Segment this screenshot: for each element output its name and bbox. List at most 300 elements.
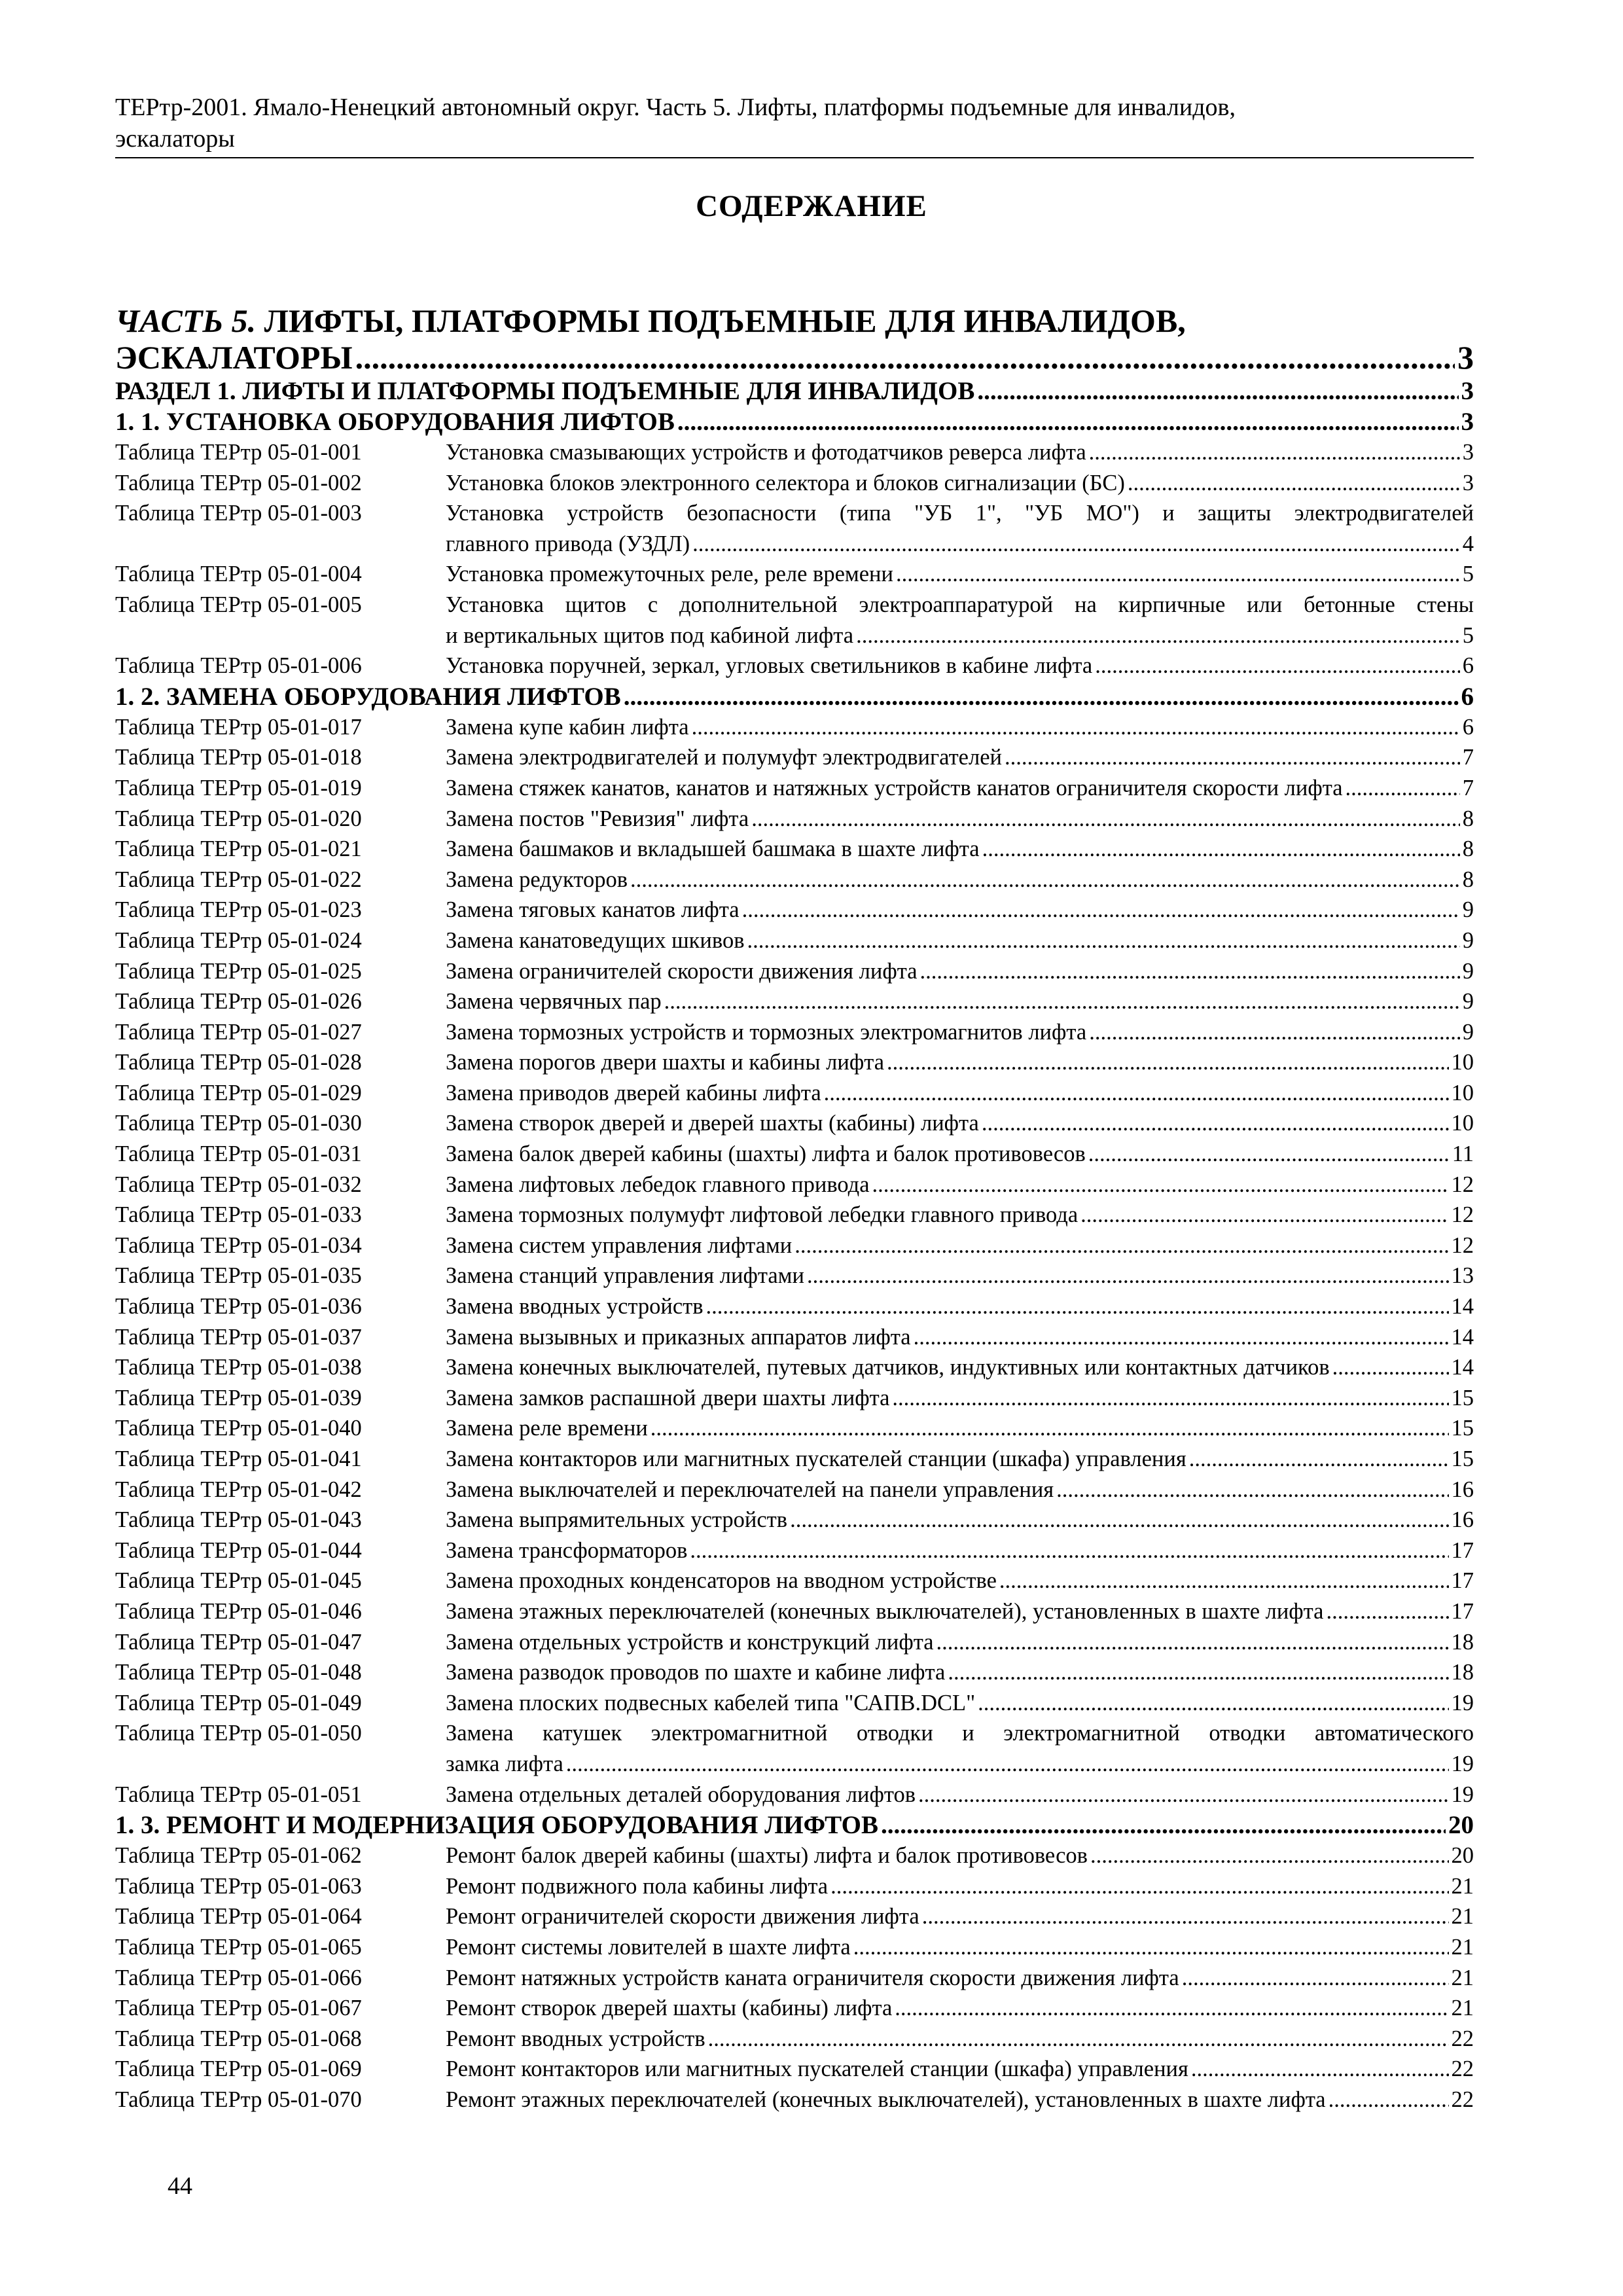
entry-body (446, 651, 1474, 681)
toc-entry (115, 712, 1474, 743)
entry-text: Замена купе кабин лифта (446, 714, 689, 740)
table-label: Таблица ТЕРтр 05-01-042 (115, 1477, 362, 1502)
entry-text: Ремонт вводных устройств (446, 2026, 705, 2051)
dot-leader (1056, 1475, 1448, 1505)
page-ref: 21 (1451, 1996, 1474, 2021)
table-label: Таблица ТЕРтр 05-01-050 (115, 1721, 362, 1746)
entry-line (446, 1780, 1474, 1810)
dot-leader (982, 1108, 1449, 1139)
entry-text: Замена конечных выключателей, путевых датчиков, индуктивных или контактных датчиков (446, 1355, 1330, 1380)
toc-entry (115, 834, 1474, 865)
entry-body (446, 1718, 1474, 1779)
table-label: Таблица ТЕРтр 05-01-035 (115, 1263, 362, 1289)
table-label: Таблица ТЕРтр 05-01-018 (115, 745, 362, 770)
entry-text: Ремонт подвижного пола кабины лифта (446, 1873, 829, 1899)
table-label: Таблица ТЕРтр 05-01-029 (115, 1080, 362, 1105)
toc-entry (115, 2085, 1474, 2115)
page-ref: 9 (1462, 1019, 1474, 1045)
entry-line (446, 651, 1474, 681)
page-ref: 19 (1451, 1751, 1474, 1776)
dot-leader (794, 1230, 1448, 1261)
entry-line (446, 1932, 1474, 1963)
entry-body (446, 1078, 1474, 1109)
entry-body (446, 1291, 1474, 1322)
dot-leader (692, 529, 1460, 560)
page-ref: 22 (1451, 2056, 1474, 2082)
toc-entry (115, 651, 1474, 681)
entry-line (446, 804, 1474, 834)
table-label: Таблица ТЕРтр 05-01-026 (115, 989, 362, 1014)
entry-text-line-1: Замена катушек электромагнитной отводки и электромагнитной отводки автоматического (446, 1721, 1474, 1746)
sections-container (115, 406, 1474, 2115)
table-label: Таблица ТЕРтр 05-01-036 (115, 1294, 362, 1319)
toc-entry (115, 1963, 1474, 1994)
page-ref: 13 (1451, 1263, 1474, 1289)
entry-body (446, 865, 1474, 895)
entry-text: Замена вводных устройств (446, 1294, 704, 1319)
table-label: Таблица ТЕРтр 05-01-068 (115, 2026, 362, 2051)
table-label: Таблица ТЕРтр 05-01-067 (115, 1996, 362, 2021)
toc-entry (115, 1566, 1474, 1596)
page-ref: 8 (1462, 836, 1474, 862)
page-ref: 8 (1462, 806, 1474, 831)
entry-line (446, 1383, 1474, 1414)
dot-leader (892, 1383, 1448, 1414)
entry-body (446, 1505, 1474, 1535)
page-ref: 7 (1462, 775, 1474, 800)
table-label: Таблица ТЕРтр 05-01-046 (115, 1598, 362, 1624)
toc-entry (115, 1170, 1474, 1200)
entry-text: Замена редукторов (446, 867, 628, 892)
dot-leader (1089, 437, 1460, 468)
entry-text: Установка блоков электронного селектора и блоков сигнализации (БС) (446, 470, 1125, 495)
entry-line (446, 742, 1474, 773)
page-ref: 6 (1461, 682, 1474, 711)
entry-body (446, 2085, 1474, 2115)
entry-text: Установка поручней, зеркал, угловых светильников в кабине лифта (446, 653, 1093, 679)
razdel-heading (115, 376, 1474, 406)
page-ref: 14 (1451, 1355, 1474, 1380)
page-ref: 15 (1451, 1416, 1474, 1441)
part-title-line-2: ЭСКАЛАТОРЫ (115, 339, 353, 376)
toc-entry (115, 1413, 1474, 1444)
entry-body (446, 1780, 1474, 1810)
entry-line (446, 1352, 1474, 1383)
entry-body (446, 1170, 1474, 1200)
entry-line (446, 529, 1474, 560)
table-label: Таблица ТЕРтр 05-01-002 (115, 470, 362, 495)
entry-text: Замена балок дверей кабины (шахты) лифта и балок противовесов (446, 1141, 1086, 1167)
toc-entry (115, 1261, 1474, 1291)
dot-leader (1095, 651, 1460, 681)
toc-entry (115, 895, 1474, 925)
entry-text: Замена вызывных и приказных аппаратов лифта (446, 1324, 911, 1350)
entry-body (446, 1383, 1474, 1414)
entry-line (446, 2054, 1474, 2085)
entry-text: Замена трансформаторов (446, 1537, 688, 1563)
dot-leader (918, 1780, 1449, 1810)
dot-leader (1332, 1352, 1449, 1383)
entry-text: Замена приводов дверей кабины лифта (446, 1080, 821, 1105)
entry-body (446, 1932, 1474, 1963)
entry-text: Замена створок дверей и дверей шахты (кабины) лифта (446, 1111, 979, 1136)
entry-text: Замена электродвигателей и полумуфт электродвигателей (446, 745, 1002, 770)
toc-entry (115, 1078, 1474, 1109)
entry-body (446, 559, 1474, 590)
entry-body (446, 986, 1474, 1017)
entry-body (446, 895, 1474, 925)
entry-line (446, 834, 1474, 865)
toc-entry (115, 1535, 1474, 1566)
entry-text: Замена выключателей и переключателей на панели управления (446, 1477, 1054, 1502)
entry-line (446, 865, 1474, 895)
dot-leader (936, 1627, 1449, 1658)
entry-line (446, 1139, 1474, 1170)
part-heading-line-2 (115, 339, 1474, 376)
entry-text: Замена станций управления лифтами (446, 1263, 804, 1289)
entry-body (446, 2054, 1474, 2085)
section-heading (115, 681, 1474, 712)
page-ref: 9 (1462, 927, 1474, 953)
page-ref: 12 (1451, 1172, 1474, 1197)
page-ref: 14 (1451, 1294, 1474, 1319)
page-ref: 8 (1462, 867, 1474, 892)
table-label: Таблица ТЕРтр 05-01-032 (115, 1172, 362, 1197)
entry-body (446, 1352, 1474, 1383)
table-label: Таблица ТЕРтр 05-01-070 (115, 2087, 362, 2112)
table-label: Таблица ТЕРтр 05-01-004 (115, 562, 362, 587)
entry-text: замка лифта (446, 1751, 563, 1776)
toc-entry (115, 1688, 1474, 1719)
page-ref: 3 (1461, 408, 1474, 436)
entry-text: главного привода (УЗДЛ) (446, 531, 690, 556)
entry-body (446, 1200, 1474, 1230)
entry-body (446, 1963, 1474, 1994)
entry-line (446, 1444, 1474, 1475)
entry-body (446, 1627, 1474, 1658)
entry-line (446, 895, 1474, 925)
entry-line (446, 1230, 1474, 1261)
entry-line (446, 1993, 1474, 2024)
toc-entry (115, 1108, 1474, 1139)
entry-body (446, 1322, 1474, 1353)
entry-text: Ремонт ограничителей скорости движения лифта (446, 1904, 919, 1929)
header-line-2: эскалаторы (115, 125, 235, 152)
page-ref: 16 (1451, 1477, 1474, 1502)
entry-text: Замена постов "Ревизия" лифта (446, 806, 749, 831)
page-ref: 11 (1452, 1141, 1474, 1167)
page-ref: 15 (1451, 1385, 1474, 1410)
dot-leader (1080, 1200, 1448, 1230)
dot-leader (566, 1749, 1449, 1780)
table-label: Таблица ТЕРтр 05-01-024 (115, 927, 362, 953)
entry-body (446, 925, 1474, 956)
entry-line (446, 1566, 1474, 1596)
table-label: Таблица ТЕРтр 05-01-022 (115, 867, 362, 892)
toc-entry (115, 1657, 1474, 1688)
entry-text: Замена реле времени (446, 1416, 648, 1441)
dot-leader (896, 559, 1460, 590)
page-ref: 21 (1451, 1934, 1474, 1960)
entry-body (446, 712, 1474, 743)
table-label: Таблица ТЕРтр 05-01-033 (115, 1202, 362, 1228)
page-ref: 17 (1451, 1568, 1474, 1594)
dot-leader (978, 1688, 1448, 1719)
entry-text: Замена лифтовых лебедок главного привода (446, 1172, 870, 1197)
entry-text: Замена порогов двери шахты и кабины лифта (446, 1050, 885, 1075)
toc-entry (115, 1871, 1474, 1902)
page-ref: 15 (1451, 1446, 1474, 1471)
entry-line (446, 468, 1474, 499)
page-ref: 10 (1451, 1050, 1474, 1075)
section-heading (115, 406, 1474, 437)
page-ref: 17 (1451, 1537, 1474, 1563)
entry-text: Замена тормозных устройств и тормозных электромагнитов лифта (446, 1019, 1087, 1045)
toc-entry (115, 773, 1474, 804)
table-label: Таблица ТЕРтр 05-01-020 (115, 806, 362, 831)
entry-text: Замена этажных переключателей (конечных выключателей), установленных в шахте лифта (446, 1598, 1324, 1624)
entry-text: Замена контакторов или магнитных пускателей станции (шкафа) управления (446, 1446, 1186, 1471)
toc-entry (115, 468, 1474, 499)
entry-body (446, 1413, 1474, 1444)
entry-line (446, 773, 1474, 804)
entry-text: Замена проходных конденсаторов на вводном устройстве (446, 1568, 997, 1594)
toc-entry (115, 1993, 1474, 2024)
table-label: Таблица ТЕРтр 05-01-062 (115, 1843, 362, 1869)
dot-leader (853, 1932, 1449, 1963)
dot-leader (747, 925, 1460, 956)
page-ref: 22 (1451, 2087, 1474, 2112)
page-ref: 21 (1451, 1873, 1474, 1899)
entry-line (446, 1078, 1474, 1109)
entry-text: Ремонт этажных переключателей (конечных выключателей), установленных в шахте лифта (446, 2087, 1326, 2112)
table-label: Таблица ТЕРтр 05-01-063 (115, 1873, 362, 1899)
part-title-line-1: ЛИФТЫ, ПЛАТФОРМЫ ПОДЪЕМНЫЕ ДЛЯ ИНВАЛИДОВ, (264, 302, 1186, 339)
entry-body (446, 1108, 1474, 1139)
entry-body (446, 1901, 1474, 1932)
entry-body (446, 1535, 1474, 1566)
entry-line (446, 986, 1474, 1017)
table-label: Таблица ТЕРтр 05-01-025 (115, 958, 362, 984)
dot-leader (1090, 1840, 1449, 1871)
table-label: Таблица ТЕРтр 05-01-047 (115, 1629, 362, 1655)
entry-body (446, 956, 1474, 987)
entry-line (446, 1688, 1474, 1719)
entry-line (446, 1200, 1474, 1230)
dot-leader (830, 1871, 1448, 1902)
dot-leader (982, 834, 1460, 865)
entry-line (446, 1627, 1474, 1658)
toc-entry (115, 986, 1474, 1017)
dot-leader (948, 1657, 1448, 1688)
table-label: Таблица ТЕРтр 05-01-005 (115, 592, 362, 617)
page-ref: 19 (1451, 1690, 1474, 1715)
entry-text: Замена систем управления лифтами (446, 1232, 793, 1258)
page-ref: 7 (1462, 745, 1474, 770)
page-ref: 20 (1451, 1843, 1474, 1869)
entry-line (446, 1291, 1474, 1322)
entry-body (446, 1017, 1474, 1048)
entry-body (446, 468, 1474, 499)
toc-entry (115, 559, 1474, 590)
entry-body (446, 1871, 1474, 1902)
toc-entry (115, 498, 1474, 559)
table-label: Таблица ТЕРтр 05-01-045 (115, 1568, 362, 1594)
table-label: Таблица ТЕРтр 05-01-006 (115, 653, 362, 679)
page-ref: 14 (1451, 1324, 1474, 1350)
header-line-1: ТЕРтр-2001. Ямало-Ненецкий автономный округ. Часть 5. Лифты, платформы подъемные для инвалидов, (115, 94, 1236, 121)
toc-entry (115, 437, 1474, 468)
dot-leader (664, 986, 1460, 1017)
entry-text: Замена плоских подвесных кабелей типа "САПВ.DCL" (446, 1690, 976, 1715)
entry-line (446, 1749, 1474, 1780)
dot-leader (630, 865, 1460, 895)
entry-line (446, 712, 1474, 743)
dot-leader (887, 1047, 1448, 1078)
page-ref: 6 (1462, 653, 1474, 679)
section-title: 1. 1. УСТАНОВКА ОБОРУДОВАНИЯ ЛИФТОВ (115, 408, 675, 436)
entry-line (446, 1413, 1474, 1444)
table-label: Таблица ТЕРтр 05-01-037 (115, 1324, 362, 1350)
table-label: Таблица ТЕРтр 05-01-048 (115, 1660, 362, 1685)
table-label: Таблица ТЕРтр 05-01-038 (115, 1355, 362, 1380)
dot-leader (922, 1901, 1449, 1932)
entry-line (446, 1475, 1474, 1505)
entry-line (446, 1017, 1474, 1048)
entry-body (446, 1657, 1474, 1688)
entry-line (446, 1108, 1474, 1139)
entry-text: Замена червячных пар (446, 989, 662, 1014)
entry-body (446, 1840, 1474, 1871)
entry-text: Ремонт створок дверей шахты (кабины) лифта (446, 1996, 893, 2021)
page-ref: 12 (1451, 1202, 1474, 1228)
toc-entry (115, 1139, 1474, 1170)
entry-line (446, 1261, 1474, 1291)
table-label: Таблица ТЕРтр 05-01-017 (115, 714, 362, 740)
page-ref: 12 (1451, 1232, 1474, 1258)
toc-entry (115, 1383, 1474, 1414)
entry-body (446, 1139, 1474, 1170)
page-ref: 5 (1462, 562, 1474, 587)
toc-entry (115, 742, 1474, 773)
running-header (115, 92, 1474, 158)
entry-text: Замена стяжек канатов, канатов и натяжных устройств канатов ограничителя скорости лифта (446, 775, 1343, 800)
dot-leader (790, 1505, 1448, 1535)
entry-text: Замена башмаков и вкладышей башмака в шахте лифта (446, 836, 980, 862)
section-heading (115, 1810, 1474, 1840)
entry-body (446, 1444, 1474, 1475)
entry-body (446, 1566, 1474, 1596)
dot-leader (914, 1322, 1449, 1353)
dot-leader (1329, 2085, 1449, 2115)
page-ref: 9 (1462, 989, 1474, 1014)
table-label: Таблица ТЕРтр 05-01-051 (115, 1782, 362, 1807)
entry-text: Установка смазывающих устройств и фотодатчиков реверса лифта (446, 440, 1086, 465)
entry-line (446, 2085, 1474, 2115)
page-ref: 3 (1462, 440, 1474, 465)
table-label: Таблица ТЕРтр 05-01-019 (115, 775, 362, 800)
entry-body (446, 1047, 1474, 1078)
entry-text: и вертикальных щитов под кабиной лифта (446, 622, 854, 648)
entry-line (446, 1505, 1474, 1535)
page-ref: 10 (1451, 1111, 1474, 1136)
entry-body (446, 1993, 1474, 2024)
dot-leader (824, 1078, 1449, 1109)
entry-line (446, 956, 1474, 987)
page-ref: 19 (1451, 1782, 1474, 1807)
entry-line (446, 1535, 1474, 1566)
entry-text: Ремонт натяжных устройств каната ограничителя скорости движения лифта (446, 1965, 1179, 1990)
entry-body (446, 804, 1474, 834)
entry-body (446, 742, 1474, 773)
table-label: Таблица ТЕРтр 05-01-041 (115, 1446, 362, 1471)
entry-body (446, 498, 1474, 559)
dot-leader (1191, 2054, 1449, 2085)
toc-entry (115, 865, 1474, 895)
toc-entry (115, 1627, 1474, 1658)
part-label: ЧАСТЬ 5. (115, 302, 257, 339)
entry-body (446, 590, 1474, 651)
dot-leader (1189, 1444, 1449, 1475)
toc-entry (115, 1444, 1474, 1475)
entry-text: Замена выпрямительных устройств (446, 1507, 788, 1533)
entry-text: Замена тяговых канатов лифта (446, 897, 740, 923)
page-ref: 17 (1451, 1598, 1474, 1624)
toc-entry (115, 1718, 1474, 1779)
entry-line (446, 437, 1474, 468)
page-ref: 3 (1461, 377, 1474, 405)
table-label: Таблица ТЕРтр 05-01-028 (115, 1050, 362, 1075)
dot-leader (624, 681, 1459, 712)
entry-text-line-1: Установка щитов с дополнительной электроаппаратурой на кирпичные или бетонные стены (446, 592, 1474, 617)
dot-leader (355, 339, 1455, 376)
page-ref: 5 (1462, 622, 1474, 648)
dot-leader (920, 956, 1460, 987)
dot-leader (651, 1413, 1449, 1444)
entry-body (446, 1261, 1474, 1291)
page-ref: 10 (1451, 1080, 1474, 1105)
toc-entry (115, 1901, 1474, 1932)
page-ref: 21 (1451, 1904, 1474, 1929)
dot-leader (977, 376, 1458, 406)
table-label: Таблица ТЕРтр 05-01-065 (115, 1934, 362, 1960)
entry-line (446, 1322, 1474, 1353)
toc-entry (115, 1840, 1474, 1871)
table-label: Таблица ТЕРтр 05-01-049 (115, 1690, 362, 1715)
table-label: Таблица ТЕРтр 05-01-034 (115, 1232, 362, 1258)
table-label: Таблица ТЕРтр 05-01-021 (115, 836, 362, 862)
entry-text: Замена тормозных полумуфт лифтовой лебедки главного привода (446, 1202, 1079, 1228)
entry-line (446, 1047, 1474, 1078)
dot-leader (881, 1810, 1446, 1840)
table-label: Таблица ТЕРтр 05-01-003 (115, 501, 362, 526)
entry-line (446, 1170, 1474, 1200)
dot-leader (807, 1261, 1449, 1291)
table-label: Таблица ТЕРтр 05-01-031 (115, 1141, 362, 1167)
dot-leader (1005, 742, 1460, 773)
entry-text: Ремонт балок дверей кабины (шахты) лифта и балок противовесов (446, 1843, 1088, 1869)
entry-body (446, 1688, 1474, 1719)
dot-leader (895, 1993, 1448, 2024)
page-number: 44 (168, 2172, 192, 2200)
toc-entry (115, 1780, 1474, 1810)
page-ref: 21 (1451, 1965, 1474, 1990)
table-label: Таблица ТЕРтр 05-01-039 (115, 1385, 362, 1410)
entry-body (446, 1596, 1474, 1627)
toc-entry (115, 1505, 1474, 1535)
page-ref: 18 (1451, 1629, 1474, 1655)
entry-line (446, 925, 1474, 956)
